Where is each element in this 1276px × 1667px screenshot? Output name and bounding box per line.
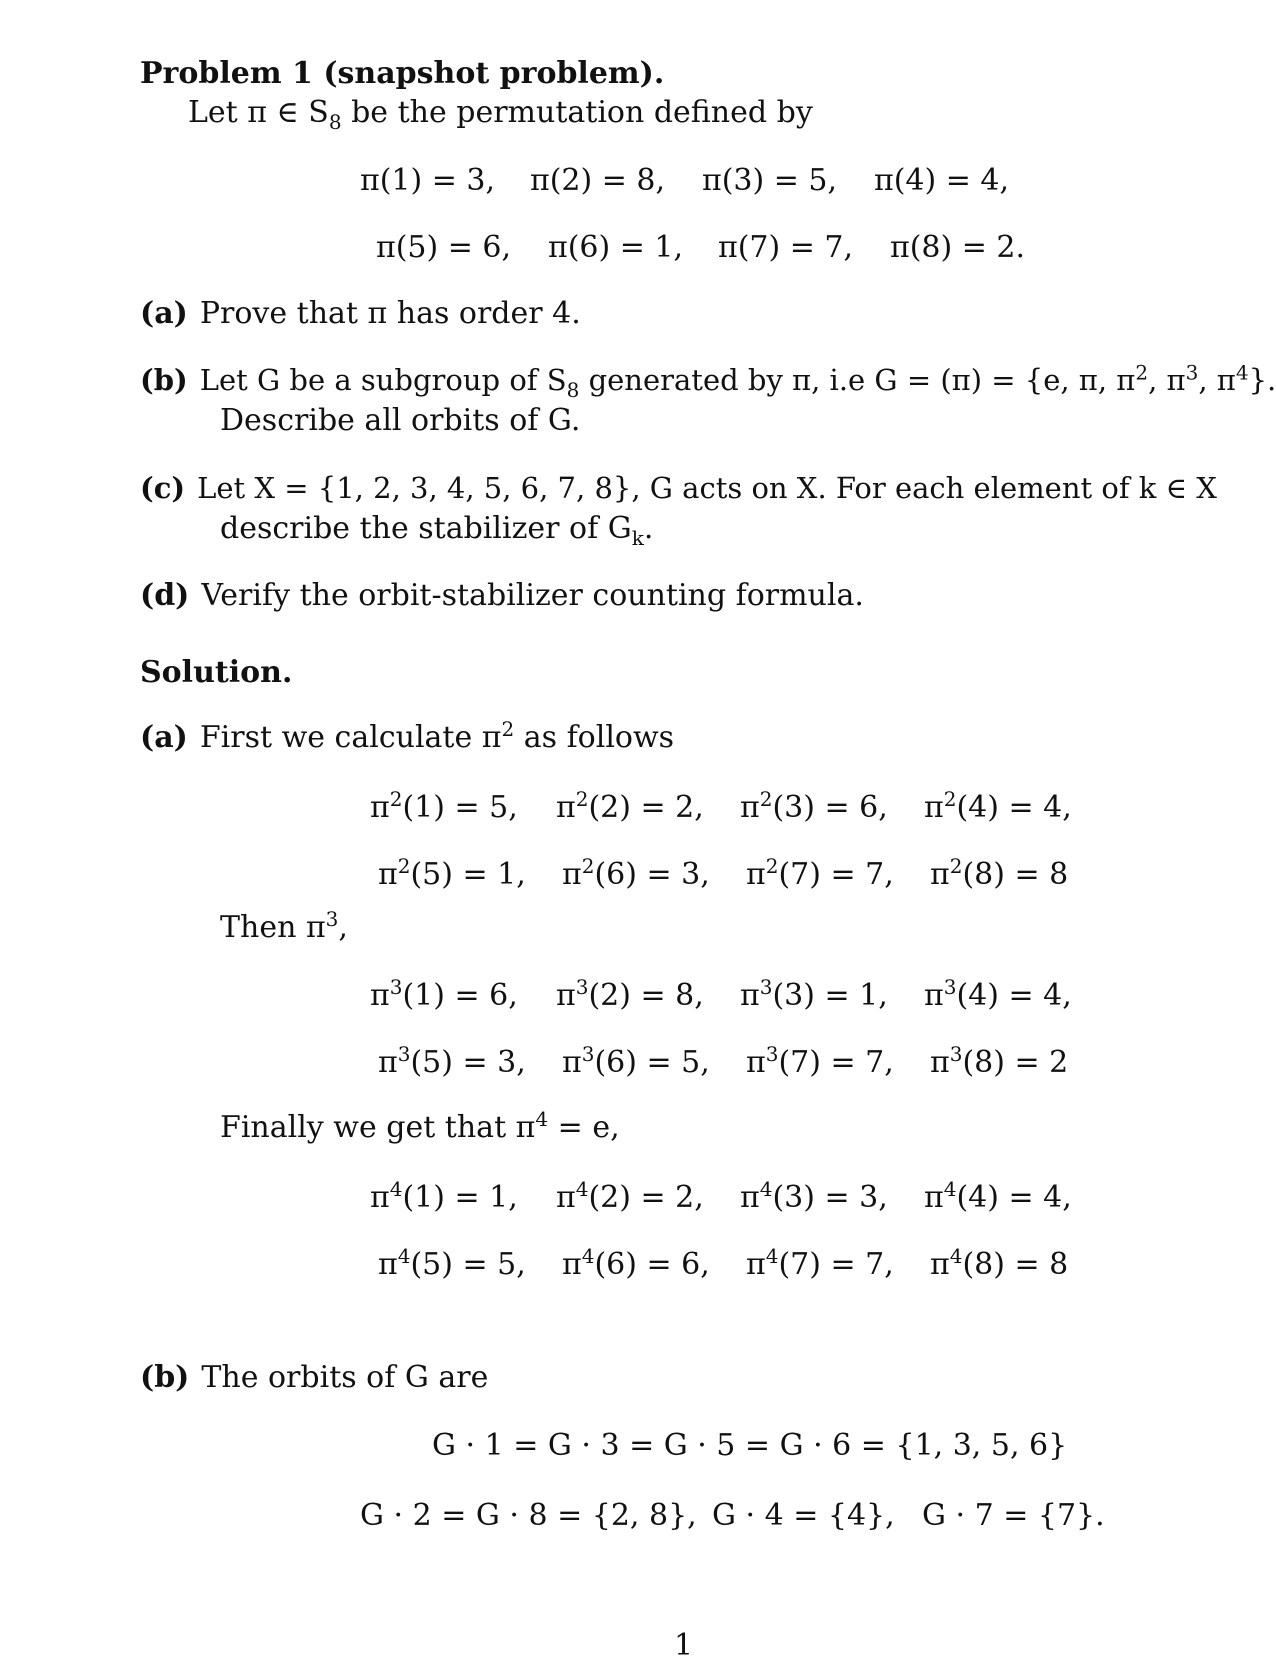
page-number: 1	[674, 1628, 694, 1663]
pi2-cell: $\pi^2(8) = 8$	[930, 854, 1069, 892]
def-cell: π(7) = 7,	[718, 230, 854, 265]
pi4-cell: $\pi^4(5) = 5$,	[378, 1244, 526, 1282]
finally-pi4-text: Finally we get that $\pi^4 = e$,	[220, 1107, 620, 1145]
pi3-cell: $\pi^3(4) = 4$,	[924, 975, 1072, 1013]
def-cell: π(1) = 3,	[360, 163, 496, 198]
def-cell: π(6) = 1,	[548, 230, 684, 265]
orbit-4: G · 4 = {4},	[712, 1498, 895, 1533]
problem-part-c-line2: describe the stabilizer of $G_k$.	[220, 511, 654, 550]
def-cell: π(2) = 8,	[530, 163, 666, 198]
pi3-cell: $\pi^3(7) = 7$,	[746, 1042, 894, 1080]
orbit-7: G · 7 = {7}.	[922, 1498, 1105, 1533]
def-cell: π(8) = 2.	[890, 230, 1026, 265]
pi4-cell: $\pi^4(3) = 3$,	[740, 1177, 888, 1215]
pi4-cell: $\pi^4(7) = 7$,	[746, 1244, 894, 1282]
problem-part-b-line2: Describe all orbits of G.	[220, 403, 581, 438]
problem-part-a: (a) Prove that π has order 4.	[140, 296, 581, 331]
pi2-cell: $\pi^2(5) = 1$,	[378, 854, 526, 892]
problem-part-d: (d) Verify the orbit-stabilizer counting formula.	[140, 578, 864, 613]
then-pi3-text: Then $\pi^3$,	[220, 907, 348, 945]
solution-title: Solution.	[140, 655, 293, 690]
pi4-cell: $\pi^4(4) = 4$,	[924, 1177, 1072, 1215]
problem-title: Problem 1 (snapshot problem).	[140, 56, 665, 91]
orbit-line-1: G · 1 = G · 3 = G · 5 = G · 6 = {1, 3, 5, 6}	[432, 1428, 1068, 1463]
def-cell: π(4) = 4,	[874, 163, 1010, 198]
pi3-cell: $\pi^3(6) = 5$,	[562, 1042, 710, 1080]
def-cell: π(5) = 6,	[376, 230, 512, 265]
pi4-cell: $\pi^4(1) = 1$,	[370, 1177, 518, 1215]
pi3-cell: $\pi^3(3) = 1$,	[740, 975, 888, 1013]
pi2-cell: $\pi^2(7) = 7$,	[746, 854, 894, 892]
pi3-cell: $\pi^3(5) = 3$,	[378, 1042, 526, 1080]
pi2-cell: $\pi^2(2) = 2$,	[556, 787, 704, 825]
pi3-cell: $\pi^3(8) = 2$	[930, 1042, 1069, 1080]
pi4-cell: $\pi^4(8) = 8$	[930, 1244, 1069, 1282]
pi4-cell: $\pi^4(6) = 6$,	[562, 1244, 710, 1282]
problem-part-b: (b) Let G be a subgroup of $S_8$ generated by π, i.e G = (π) = {e, π, $\pi^2$, $\pi^3$, $\pi^4$}.	[140, 360, 1276, 402]
pi2-cell: $\pi^2(4) = 4$,	[924, 787, 1072, 825]
pi4-cell: $\pi^4(2) = 2$,	[556, 1177, 704, 1215]
solution-part-b: (b) The orbits of G are	[140, 1360, 489, 1395]
orbit-2-8: G · 2 = G · 8 = {2, 8},	[360, 1498, 697, 1533]
solution-part-a: (a) First we calculate $\pi^2$ as follows	[140, 717, 675, 755]
pi2-cell: $\pi^2(3) = 6$,	[740, 787, 888, 825]
pi3-cell: $\pi^3(1) = 6$,	[370, 975, 518, 1013]
problem-intro: Let π ∈ $S_8$ be the permutation defined by	[188, 95, 813, 134]
pi3-cell: $\pi^3(2) = 8$,	[556, 975, 704, 1013]
def-cell: π(3) = 5,	[702, 163, 838, 198]
problem-part-c: (c) Let X = {1, 2, 3, 4, 5, 6, 7, 8}, G acts on X. For each element of k ∈ X	[140, 471, 1217, 505]
pi2-cell: $\pi^2(1) = 5$,	[370, 787, 518, 825]
pi2-cell: $\pi^2(6) = 3$,	[562, 854, 710, 892]
